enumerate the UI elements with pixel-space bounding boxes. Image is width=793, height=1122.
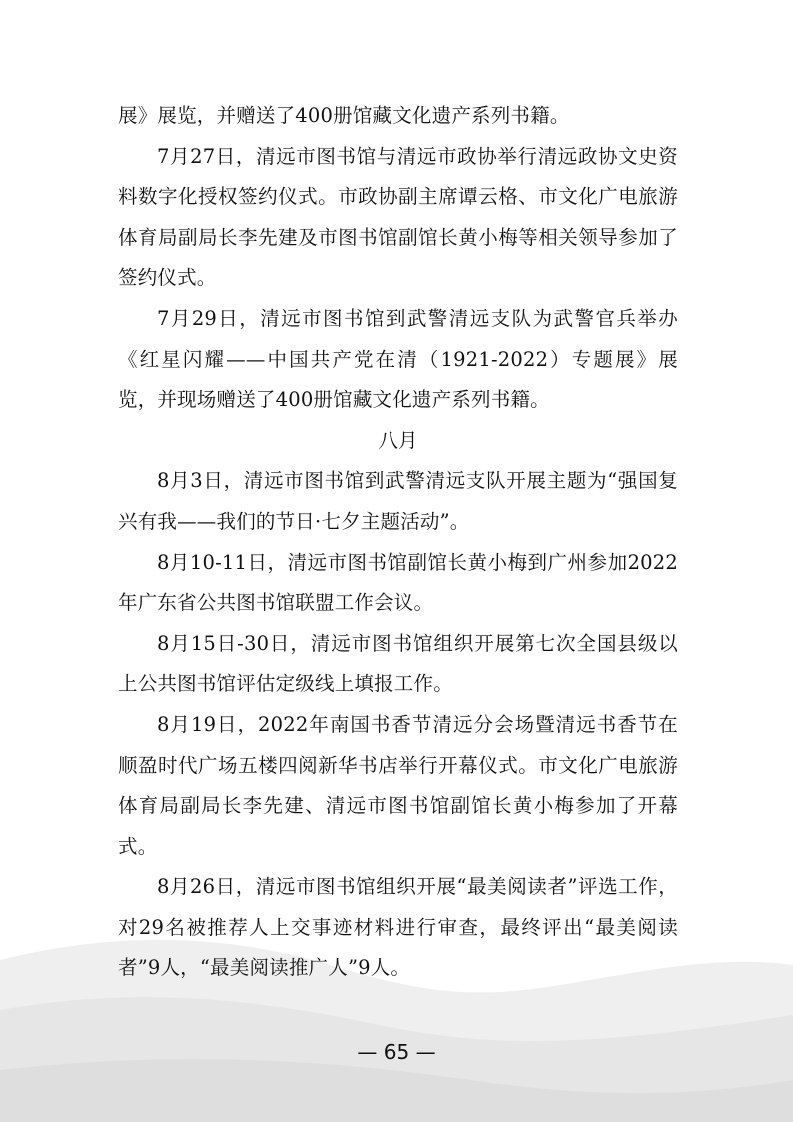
paragraph-jul-29: 7月29日，清远市图书馆到武警清远支队为武警官兵举办《红星闪耀——中国共产党在清（1921-2022）专题展》展览，并现场赠送了400册馆藏文化遗产系列书籍。 xyxy=(118,306,678,412)
paragraph-jul-27: 7月27日，清远市图书馆与清远市政协举行清远政协文史资料数字化授权签约仪式。市政协副主席谭云格、市文化广电旅游体育局副局长李先建及市图书馆副馆长黄小梅等相关领导参加了签约仪式。 xyxy=(118,144,678,290)
paragraph-aug-3: 8月3日，清远市图书馆到武警清远支队开展主题为“强国复兴有我——我们的节日·七夕主题活动”。 xyxy=(118,469,678,533)
paragraph-aug-15-30: 8月15日-30日，清远市图书馆组织开展第七次全国县级以上公共图书馆评估定级线上填报工作。 xyxy=(118,631,678,696)
page-body xyxy=(118,96,678,989)
paragraph-aug-26: 8月26日，清远市图书馆组织开展“最美阅读者”评选工作，对29名被推荐人上交事迹材料进行审查，最终评出“最美阅读者”9人，“最美阅读推广人”9人。 xyxy=(118,875,678,980)
paragraph-aug-19: 8月19日，2022年南国书香节清远分会场暨清远书香节在顺盈时代广场五楼四阅新华书店举行开幕仪式。市文化广电旅游体育局副局长李先建、清远市图书馆副馆长黄小梅参加了开幕式。 xyxy=(118,712,678,858)
paragraph-continued: 展》展览，并赠送了400册馆藏文化遗产系列书籍。 xyxy=(118,104,570,127)
section-heading-august: 八月 xyxy=(378,428,418,452)
page-number: — 65 — xyxy=(357,1040,436,1064)
paragraph-aug-10-11: 8月10-11日，清远市图书馆副馆长黄小梅到广州参加2022年广东省公共图书馆联盟工作会议。 xyxy=(118,550,678,615)
